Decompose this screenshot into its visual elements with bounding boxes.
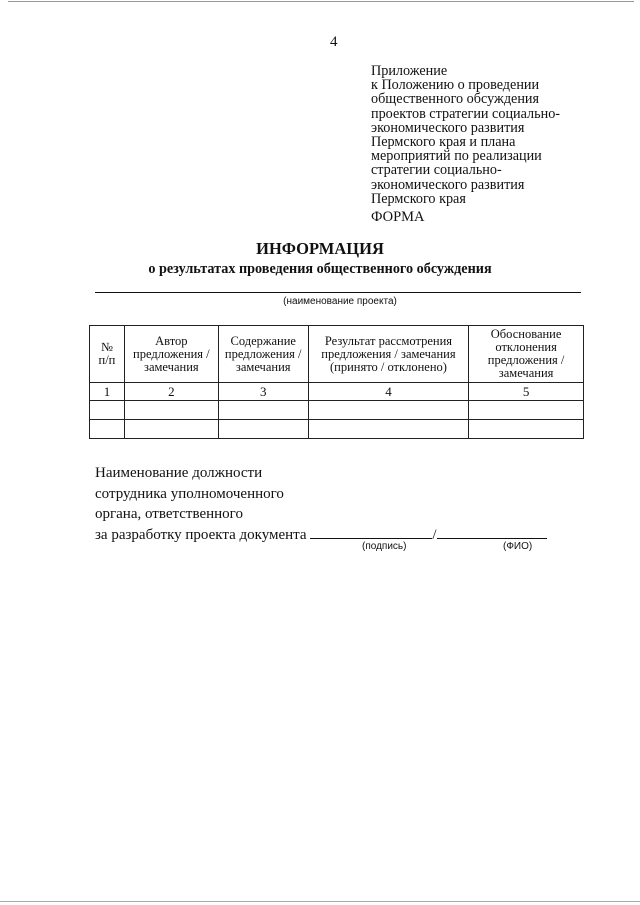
table-cell[interactable] [469, 420, 584, 439]
results-table [89, 325, 584, 439]
table-cell[interactable] [124, 420, 218, 439]
table-row [90, 420, 584, 439]
document-title: ИНФОРМАЦИЯ [256, 239, 384, 258]
appendix-line: Приложение [371, 63, 448, 79]
table-cell: 4 [308, 383, 469, 401]
table-cell[interactable] [124, 401, 218, 420]
table-cell: 5 [469, 383, 584, 401]
document-subtitle: о результатах проведения общественного обсуждения [148, 261, 492, 277]
position-line: Наименование должности [95, 465, 263, 481]
bottom-border-line [0, 901, 640, 902]
top-border-line [8, 1, 634, 2]
signature-caption: (подпись) [362, 541, 407, 552]
appendix-line: экономического развития [371, 119, 525, 136]
appendix-line: Пермского края и плана [371, 134, 516, 151]
table-row [90, 401, 584, 420]
table-cell[interactable] [90, 401, 125, 420]
appendix-line: стратегии социально- [371, 162, 502, 179]
position-line: за разработку проекта документа [95, 526, 307, 543]
appendix-line: общественного обсуждения [371, 91, 540, 108]
signature-field[interactable] [310, 526, 432, 539]
project-name-line [95, 292, 581, 293]
table-cell: 3 [218, 383, 308, 401]
table-cell[interactable] [218, 420, 308, 439]
separator: / [432, 526, 437, 543]
header-author: Автор предложения / замечания [124, 326, 218, 383]
page-number: 4 [330, 34, 338, 50]
position-line-with-fields [95, 525, 547, 546]
appendix-line: Пермского края [371, 190, 466, 207]
appendix-line: мероприятий по реализации [371, 148, 542, 165]
header-justification: Обоснование отклонения предложения / замечания [469, 326, 584, 383]
table-cell[interactable] [308, 420, 469, 439]
table-header-row [90, 326, 584, 383]
full-name-field[interactable] [437, 526, 547, 539]
table-cell: 2 [124, 383, 218, 401]
project-name-caption: (наименование проекта) [283, 296, 397, 307]
signature-block [95, 463, 547, 545]
table-cell: 1 [90, 383, 125, 401]
table-cell[interactable] [218, 401, 308, 420]
appendix-line: проектов стратегии социально- [371, 105, 561, 122]
appendix-line: к Положению о проведении [371, 77, 540, 94]
table-cell[interactable] [308, 401, 469, 420]
header-result: Результат рассмотрения предложения / замечания (принято / отклонено) [308, 326, 469, 383]
appendix-block [371, 64, 601, 206]
position-line: сотрудника уполномоченного [95, 485, 284, 502]
full-name-caption: (ФИО) [503, 541, 533, 552]
header-number: № п/п [90, 326, 125, 383]
table-cell[interactable] [469, 401, 584, 420]
column-number-row [90, 383, 584, 401]
position-line: органа, ответственного [95, 506, 243, 522]
header-content: Содержание предложения / замечания [218, 326, 308, 383]
table-cell[interactable] [90, 420, 125, 439]
appendix-line: экономического развития [371, 176, 525, 193]
form-label: ФОРМА [371, 209, 425, 225]
